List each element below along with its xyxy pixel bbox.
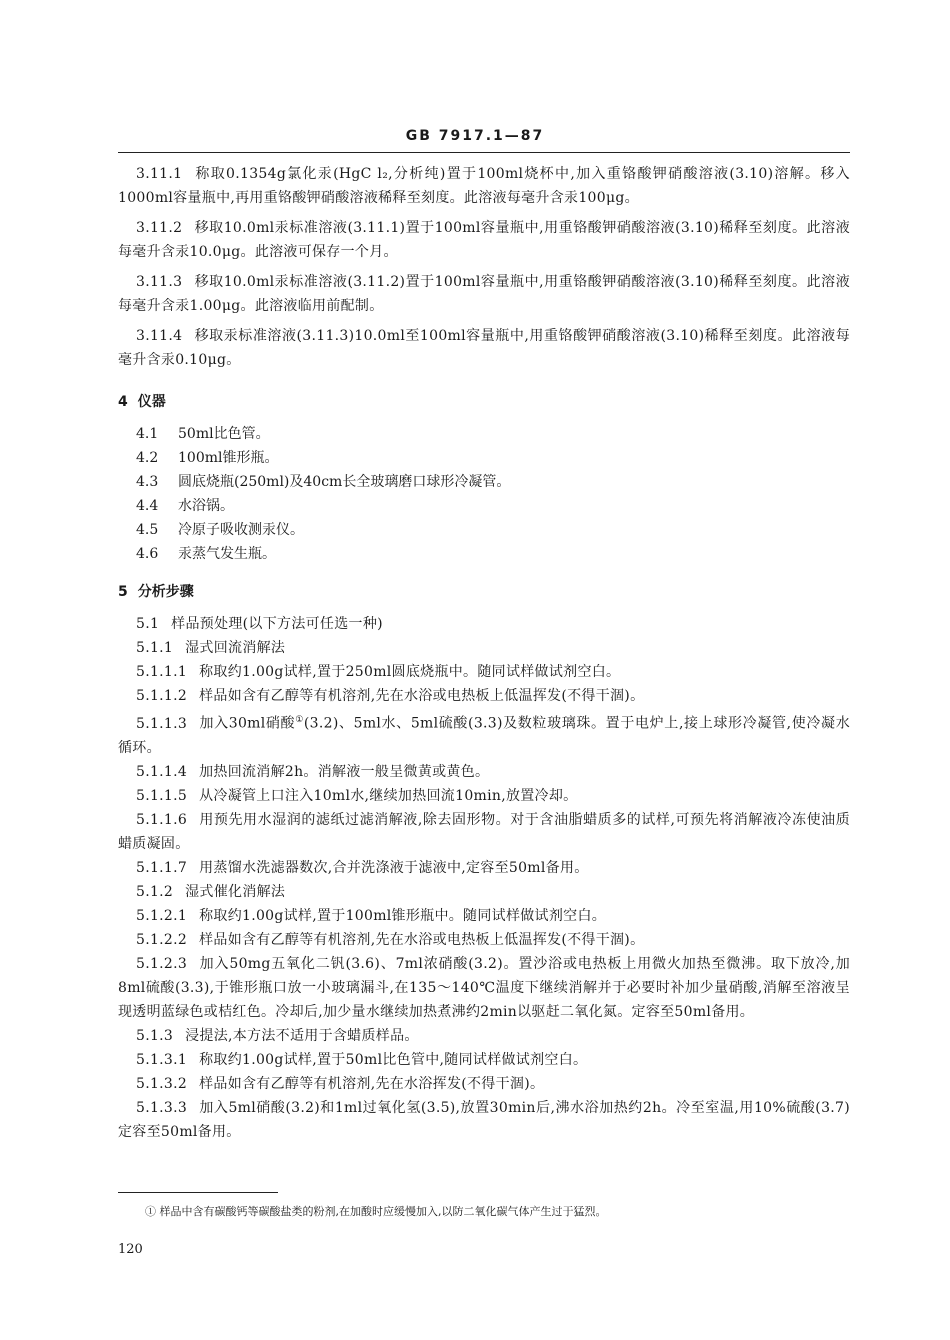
instrument-item: 4.2 100ml锥形瓶。 — [136, 450, 279, 466]
clause-3-11-4 — [118, 324, 850, 372]
clause-number: 3.11.2 — [136, 220, 183, 236]
clause-5-1-1: 5.1.1 湿式回流消解法 — [136, 640, 286, 656]
clause-5-1-2-2: 5.1.2.2 样品如含有乙醇等有机溶剂,先在水浴或电热板上低温挥发(不得干涸)。 — [136, 931, 645, 948]
clause-5-1-2-1: 5.1.2.1 称取约1.00g试样,置于100ml锥形瓶中。随同试样做试剂空白。 — [136, 907, 607, 924]
clause-5-1-1-7: 5.1.1.7 用蒸馏水洗滤器数次,合并洗涤液于滤液中,定容至50ml备用。 — [136, 859, 589, 876]
clause-number: 3.11.1 — [136, 166, 183, 182]
document-body — [118, 162, 850, 1144]
footnote-text: 样品中含有碳酸钙等碳酸盐类的粉剂,在加酸时应缓慢加入,以防二氧化碳气体产生过于猛烈。 — [159, 1205, 607, 1218]
section-5-heading: 5 分析步骤 — [118, 584, 194, 600]
clause-3-11-2 — [118, 216, 850, 264]
clause-5-1: 5.1 样品预处理(以下方法可任选一种) — [136, 616, 383, 632]
clause-5-1-1-4: 5.1.1.4 加热回流消解2h。消解液一般呈微黄或黄色。 — [136, 763, 490, 780]
clause-3-11-3 — [118, 270, 850, 318]
clause-5-1-3-3: 5.1.3.3 加入5ml硝酸(3.2)和1ml过氧化氢(3.5),放置30min后,沸水浴加热约2h。冷至室温,用10%硫酸(3.7)定容至50ml备用。 — [118, 1099, 850, 1140]
clause-text: 移取汞标准溶液(3.11.3)10.0ml至100ml容量瓶中,用重铬酸钾硝酸溶液(3.10)稀释至刻度。此溶液每毫升含汞0.10μg。 — [118, 328, 850, 368]
instrument-item: 4.5 冷原子吸收测汞仪。 — [136, 522, 304, 538]
section-4-heading: 4 仪器 — [118, 394, 166, 410]
clause-5-1-3: 5.1.3 浸提法,本方法不适用于含蜡质样品。 — [136, 1027, 419, 1044]
clause-5-1-2: 5.1.2 湿式催化消解法 — [136, 883, 286, 900]
clause-5-1-2-3: 5.1.2.3 加入50mg五氧化二钒(3.6)、7ml浓硝酸(3.2)。置沙浴或电热板上用微火加热至微沸。取下放冷,加8ml硫酸(3.3),于锥形瓶口放一小玻璃漏斗,在135～140℃温度下继续消解并于必要时补加少量硝酸,消解至溶液呈现透明蓝绿色或桔红色。冷却后,加少量水继续加热煮沸约2min以驱赶二氧化氮。定容至50ml备用。 — [118, 955, 850, 1020]
clause-text: 称取0.1354g氯化汞(HgC l₂,分析纯)置于100ml烧杯中,加入重铬酸钾硝酸溶液(3.10)溶解。移入1000ml容量瓶中,再用重铬酸钾硝酸溶液稀释至刻度。此溶液每毫升含汞100μg。 — [118, 166, 850, 206]
clause-text: 移取10.0ml汞标准溶液(3.11.2)置于100ml容量瓶中,用重铬酸钾硝酸溶液(3.10)稀释至刻度。此溶液每毫升含汞1.00μg。此溶液临用前配制。 — [118, 274, 850, 314]
clause-5-1-3-2: 5.1.3.2 样品如含有乙醇等有机溶剂,先在水浴挥发(不得干涸)。 — [136, 1075, 545, 1092]
clause-5-1-1-3: 5.1.1.3 加入30ml硝酸①(3.2)、5ml水、5ml硫酸(3.3)及数粒玻璃珠。置于电炉上,接上球形冷凝管,使冷凝水循环。 — [118, 715, 850, 756]
instrument-item: 4.1 50ml比色管。 — [136, 426, 270, 442]
page-number: 120 — [118, 1242, 143, 1257]
footnote-reference[interactable]: ① — [295, 715, 304, 725]
clause-5-1-3-1: 5.1.3.1 称取约1.00g试样,置于50ml比色管中,随同试样做试剂空白。 — [136, 1051, 588, 1068]
clause-text: 移取10.0ml汞标准溶液(3.11.1)置于100ml容量瓶中,用重铬酸钾硝酸溶液(3.10)稀释至刻度。此溶液每毫升含汞10.0μg。此溶液可保存一个月。 — [118, 220, 850, 260]
clause-number: 3.11.4 — [136, 328, 183, 344]
clause-5-1-1-2: 5.1.1.2 样品如含有乙醇等有机溶剂,先在水浴或电热板上低温挥发(不得干涸)。 — [136, 688, 645, 704]
clause-5-1-1-1: 5.1.1.1 称取约1.00g试样,置于250ml圆底烧瓶中。随同试样做试剂空白。 — [136, 664, 621, 680]
clause-number: 3.11.3 — [136, 274, 183, 290]
clause-5-1-1-6: 5.1.1.6 用预先用水湿润的滤纸过滤消解液,除去固形物。对于含油脂蜡质多的试样,可预先将消解液冷冻使油质蜡质凝固。 — [118, 811, 850, 852]
document-header: GB 7917.1—87 — [405, 128, 545, 144]
clause-5-1-1-5: 5.1.1.5 从冷凝管上口注入10ml水,继续加热回流10min,放置冷却。 — [136, 787, 578, 804]
footnote — [145, 1204, 850, 1220]
header-rule — [118, 152, 850, 153]
instrument-item: 4.4 水浴锅。 — [136, 498, 234, 514]
footnote-rule — [118, 1192, 278, 1193]
instrument-item: 4.3 圆底烧瓶(250ml)及40cm长全玻璃磨口球形冷凝管。 — [136, 474, 511, 490]
footnote-mark: ① — [145, 1205, 156, 1218]
clause-3-11-1 — [118, 162, 850, 210]
instrument-item: 4.6 汞蒸气发生瓶。 — [136, 546, 276, 562]
